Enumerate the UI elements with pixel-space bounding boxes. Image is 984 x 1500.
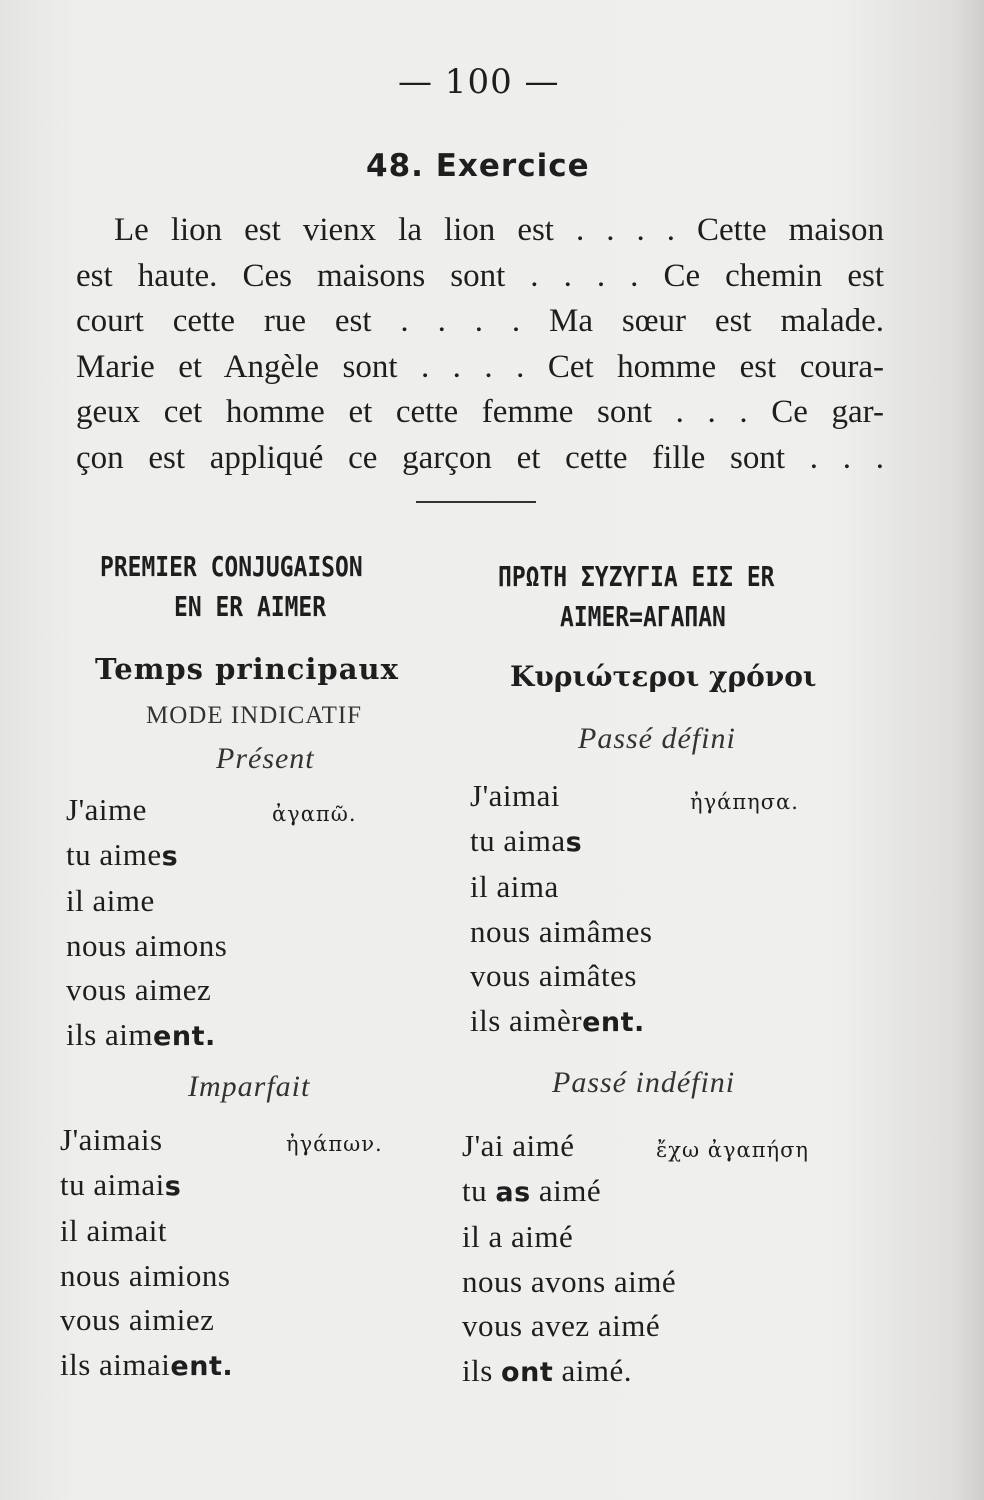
verb-form: [462, 1260, 676, 1305]
right-heading-1: ΠΡΩΤΗ ΣΥΖΥΓΙΑ ΕΙΣ ER: [498, 560, 775, 593]
verb-form: [462, 1169, 676, 1216]
verb-form: [470, 954, 653, 999]
verb-form: [470, 819, 653, 866]
verb-part: vous avez aimé: [462, 1308, 661, 1343]
verb-part: vous aimâtes: [470, 958, 637, 993]
verb-ending: as: [495, 1176, 531, 1208]
verb-part: nous aimâmes: [470, 913, 653, 949]
verb-stem: J'aime: [66, 792, 147, 827]
exercise-line: Le lion est vienx la lion est . . . . Cette maison: [114, 212, 884, 248]
passe-defini-greek: ἠγάπησα.: [690, 790, 799, 814]
verb-form: [66, 833, 227, 880]
verb-ending: ent.: [170, 1350, 234, 1382]
verb-stem: tu aime: [66, 836, 162, 872]
verb-form: [462, 1304, 676, 1349]
tense-passe-indefini-label: Passé indéfini: [552, 1066, 736, 1099]
verb-form: [66, 788, 227, 833]
passe-indefini-conjugation: [462, 1124, 676, 1395]
tense-passe-defini-label: Passé défini: [578, 722, 736, 755]
verb-ending: s: [164, 1170, 182, 1202]
verb-part: ils: [462, 1352, 502, 1388]
mode-label: MODE INDICATIF: [146, 702, 363, 729]
verb-stem: nous aimions: [60, 1257, 231, 1293]
verb-stem: vous aimez: [66, 972, 212, 1007]
verb-ending: ent.: [153, 1020, 216, 1052]
verb-form: [66, 924, 227, 969]
verb-form: [462, 1124, 676, 1169]
verb-part: J'aimai: [470, 778, 561, 813]
tense-present-label: Présent: [216, 742, 315, 775]
verb-stem: nous aimons: [66, 927, 228, 963]
left-heading-1: PREMIER CONJUGAISON: [100, 550, 363, 583]
verb-form: [60, 1343, 233, 1390]
verb-form: [60, 1118, 233, 1163]
verb-form: [462, 1349, 676, 1396]
exercise-title: 48. Exercice: [366, 148, 590, 184]
page-number: — 100 —: [398, 62, 560, 102]
exercise-line: Marie et Angèle sont . . . . Cet homme est coura-: [76, 348, 884, 385]
verb-form: [462, 1215, 676, 1260]
verb-part: tu: [462, 1172, 496, 1208]
verb-part: il a aimé: [462, 1219, 574, 1254]
verb-ending: ont: [501, 1356, 554, 1388]
exercise-line: court cette rue est . . . . Ma sœur est malade.: [76, 303, 884, 339]
verb-stem: il aimait: [60, 1213, 167, 1248]
verb-form: [470, 999, 653, 1046]
verb-form: [470, 774, 653, 819]
verb-stem: tu aimai: [60, 1166, 165, 1202]
right-subtitle: Κυριώτεροι χρόνοι: [510, 660, 817, 693]
verb-part: aimé: [530, 1172, 602, 1208]
verb-part: tu aima: [470, 822, 566, 858]
verb-stem: vous aimiez: [60, 1302, 215, 1337]
exercise-line: geux cet homme et cette femme sont . . . Ce gar-: [76, 394, 884, 430]
verb-form: [470, 910, 653, 955]
verb-part: il aima: [470, 869, 559, 904]
left-subtitle: Temps principaux: [95, 652, 399, 686]
verb-stem: J'aimais: [60, 1122, 163, 1157]
verb-form: [66, 968, 227, 1013]
verb-part: nous avons aimé: [462, 1263, 677, 1299]
verb-part: ils aimèr: [470, 1002, 583, 1038]
verb-part: J'ai aimé: [462, 1128, 575, 1163]
exercise-paragraph: [76, 208, 884, 481]
imparfait-conjugation: [60, 1118, 233, 1389]
exercise-line: çon est appliqué ce garçon et cette fille sont . . .: [76, 439, 884, 476]
verb-stem: ils aim: [66, 1016, 154, 1052]
verb-form: [60, 1298, 233, 1343]
verb-form: [60, 1254, 233, 1299]
section-divider: [416, 501, 536, 503]
verb-form: [66, 1013, 227, 1060]
present-conjugation: [66, 788, 227, 1059]
verb-form: [470, 865, 653, 910]
verb-form: [60, 1163, 233, 1210]
passe-defini-conjugation: [470, 774, 653, 1045]
passe-indefini-greek: ἔχω ἀγαπήση: [656, 1138, 810, 1162]
right-heading-2: AIMER=ΑΓΑΠΑΝ: [560, 600, 726, 633]
present-greek: ἀγαπῶ.: [272, 802, 357, 826]
verb-stem: ils aimai: [60, 1346, 171, 1382]
verb-part: aimé.: [553, 1352, 632, 1388]
verb-ending: s: [565, 826, 583, 858]
left-heading-2: EN ER AIMER: [174, 590, 327, 623]
imparfait-greek: ἠγάπων.: [286, 1132, 383, 1156]
verb-form: [60, 1209, 233, 1254]
tense-imparfait-label: Imparfait: [188, 1070, 311, 1103]
verb-ending: s: [161, 840, 179, 872]
verb-stem: il aime: [66, 883, 155, 918]
exercise-line: est haute. Ces maisons sont . . . . Ce chemin est: [76, 257, 884, 294]
verb-ending: ent.: [582, 1006, 645, 1038]
verb-form: [66, 879, 227, 924]
